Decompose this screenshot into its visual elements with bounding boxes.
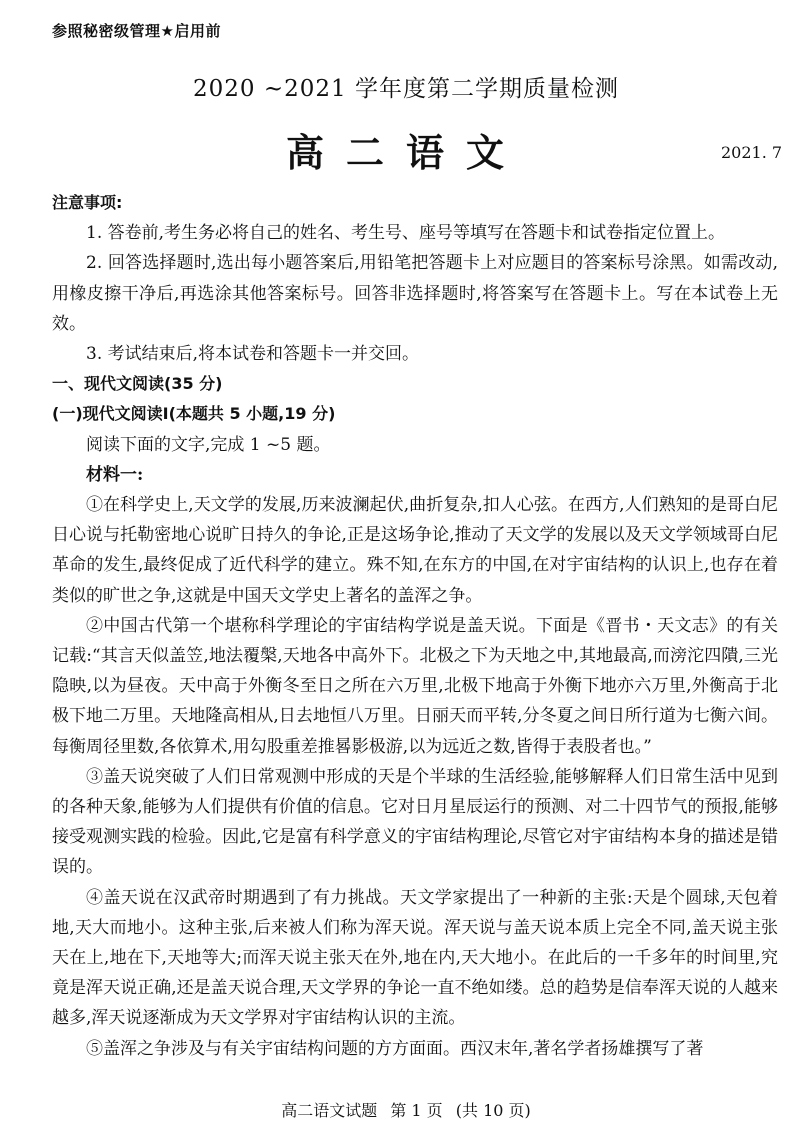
- passage-paragraph: ⑤盖浑之争涉及与有关宇宙结构问题的方方面面。西汉末年,著名学者扬雄撰写了著: [86, 1038, 704, 1059]
- passage-paragraph: ③盖天说突破了人们日常观测中形成的天是个半球的生活经验,能够解释人们日常生活中见到的各种天象,能够为人们提供有价值的信息。它对日月星辰运行的预测、对二十四节气的预报,能够接受观测实践的检验。因此,它是富有科学意义的宇宙结构理论,尽管它对宇宙结构本身的描述是错误的。: [52, 766, 778, 878]
- confidentiality-label: 参照秘密级管理★启用前: [52, 22, 221, 40]
- exam-title: 2020 ~2021 学年度第二学期质量检测: [193, 76, 619, 102]
- exam-content: [52, 188, 778, 1064]
- notice-heading: 注意事项:: [52, 193, 123, 212]
- notice-item: 1. 答卷前,考生务必将自己的姓名、考生号、座号等填写在答题卡和试卷指定位置上。: [86, 223, 726, 244]
- page-footer: [0, 1098, 812, 1121]
- section-subheading: (一)现代文阅读Ⅰ(本题共 5 小题,19 分): [52, 404, 336, 424]
- section-heading: 一、现代文阅读(35 分): [52, 374, 223, 394]
- subject-title: 高二语文: [285, 130, 526, 175]
- footer-page-number: 第 1 页: [390, 1101, 443, 1120]
- passage-paragraph: ①在科学史上,天文学的发展,历来波澜起伏,曲折复杂,扣人心弦。在西方,人们熟知的是哥白尼日心说与托勒密地心说旷日持久的争论,正是这场争论,推动了天文学的发展以及天文学领域哥白尼革命的发生,最终促成了近代科学的建立。殊不知,在东方的中国,在对宇宙结构的认识上,也存在着类似的旷世之争,这就是中国天文学史上著名的盖浑之争。: [52, 495, 778, 606]
- footer-total-pages: (共 10 页): [455, 1101, 531, 1120]
- reading-instruction: 阅读下面的文字,完成 1 ~5 题。: [86, 434, 331, 455]
- footer-subject: 高二语文试题: [281, 1101, 378, 1120]
- material-label: 材料一:: [86, 464, 144, 485]
- notice-item: 3. 考试结束后,将本试卷和答题卡一并交回。: [86, 344, 420, 365]
- passage-paragraph: ④盖天说在汉武帝时期遇到了有力挑战。天文学家提出了一种新的主张:天是个圆球,天包着地,天大而地小。这种主张,后来被人们称为浑天说。浑天说与盖天说本质上完全不同,盖天说主张天在上,地在下,天地等大;而浑天说主张天在外,地在内,天大地小。在此后的一千多年的时间里,究竟是浑天说正确,还是盖天说合理,天文学界的争论一直不绝如缕。总的趋势是信奉浑天说的人越来越多,浑天说逐渐成为天文学界对宇宙结构认识的主流。: [52, 887, 778, 1029]
- exam-date: 2021. 7: [721, 143, 783, 162]
- notice-item: 2. 回答选择题时,选出每小题答案后,用铅笔把答题卡上对应题目的答案标号涂黑。如需改动,用橡皮擦干净后,再选涂其他答案标号。回答非选择题时,将答案写在答题卡上。写在本试卷上无效。: [52, 253, 778, 334]
- passage-paragraph: ②中国古代第一个堪称科学理论的宇宙结构学说是盖天说。下面是《晋书・天文志》的有关记载:“其言天似盖笠,地法覆槃,天地各中高外下。北极之下为天地之中,其地最高,而滂沱四隤,三光隐映,以为昼夜。天中高于外衡冬至日之所在六万里,北极下地高于外衡下地亦六万里,外衡高于北极下地二万里。天地隆高相从,日去地恒八万里。日丽天而平转,分冬夏之间日所行道为七衡六间。每衡周径里数,各依算术,用勾股重差推晷影极游,以为远近之数,皆得于表股者也。”: [52, 615, 778, 757]
